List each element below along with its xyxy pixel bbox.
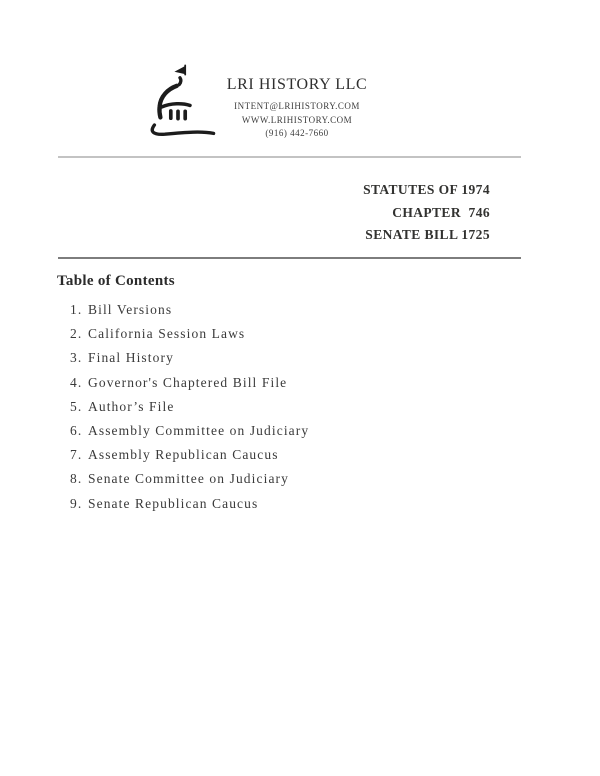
toc-title: Table of Contents — [57, 273, 175, 289]
toc-item-label: Senate Committee on Judiciary — [88, 471, 289, 487]
toc-item-number: 8. — [70, 471, 83, 487]
toc-item-label: California Session Laws — [88, 326, 246, 342]
toc-item-number: 2. — [70, 326, 83, 342]
toc-item — [70, 350, 309, 374]
toc-item-number: 3. — [70, 350, 83, 366]
toc-item — [70, 375, 309, 399]
chapter-line: CHAPTER 746 — [392, 204, 490, 220]
toc-item — [70, 471, 309, 495]
toc-item-number: 7. — [70, 447, 83, 463]
toc-item-number: 5. — [70, 398, 83, 414]
statutes-year-line: STATUTES OF 1974 — [363, 182, 490, 197]
divider-lower — [58, 257, 521, 259]
toc-item-label: Author’s File — [88, 398, 175, 414]
phone-text: (916) 442-7660 — [265, 128, 329, 139]
toc-item-label: Assembly Republican Caucus — [88, 447, 279, 463]
email-text: INTENT@LRIHISTORY.COM — [234, 101, 360, 111]
toc-item-label: Governor's Chaptered Bill File — [88, 374, 288, 390]
toc-item-number: 1. — [70, 302, 83, 317]
company-name: LRI HISTORY LLC — [226, 76, 368, 93]
toc-item-label: Final History — [88, 350, 174, 366]
toc-item — [70, 423, 309, 447]
toc-item — [70, 447, 309, 471]
toc-item — [70, 496, 309, 520]
toc-item-label: Assembly Committee on Judiciary — [88, 422, 310, 438]
toc-item-number: 4. — [70, 374, 83, 390]
divider-top — [58, 156, 521, 158]
toc-list — [70, 302, 309, 520]
senate-bill-line: SENATE BILL 1725 — [365, 227, 490, 243]
statute-reference — [363, 179, 490, 247]
toc-item — [70, 326, 309, 350]
toc-item — [70, 399, 309, 423]
toc-item — [70, 302, 309, 326]
toc-item-number: 9. — [70, 495, 83, 511]
toc-item-label: Bill Versions — [88, 302, 173, 317]
website-text: WWW.LRIHISTORY.COM — [241, 114, 353, 125]
toc-item-number: 6. — [70, 422, 83, 438]
toc-item-label: Senate Republican Caucus — [88, 495, 259, 511]
